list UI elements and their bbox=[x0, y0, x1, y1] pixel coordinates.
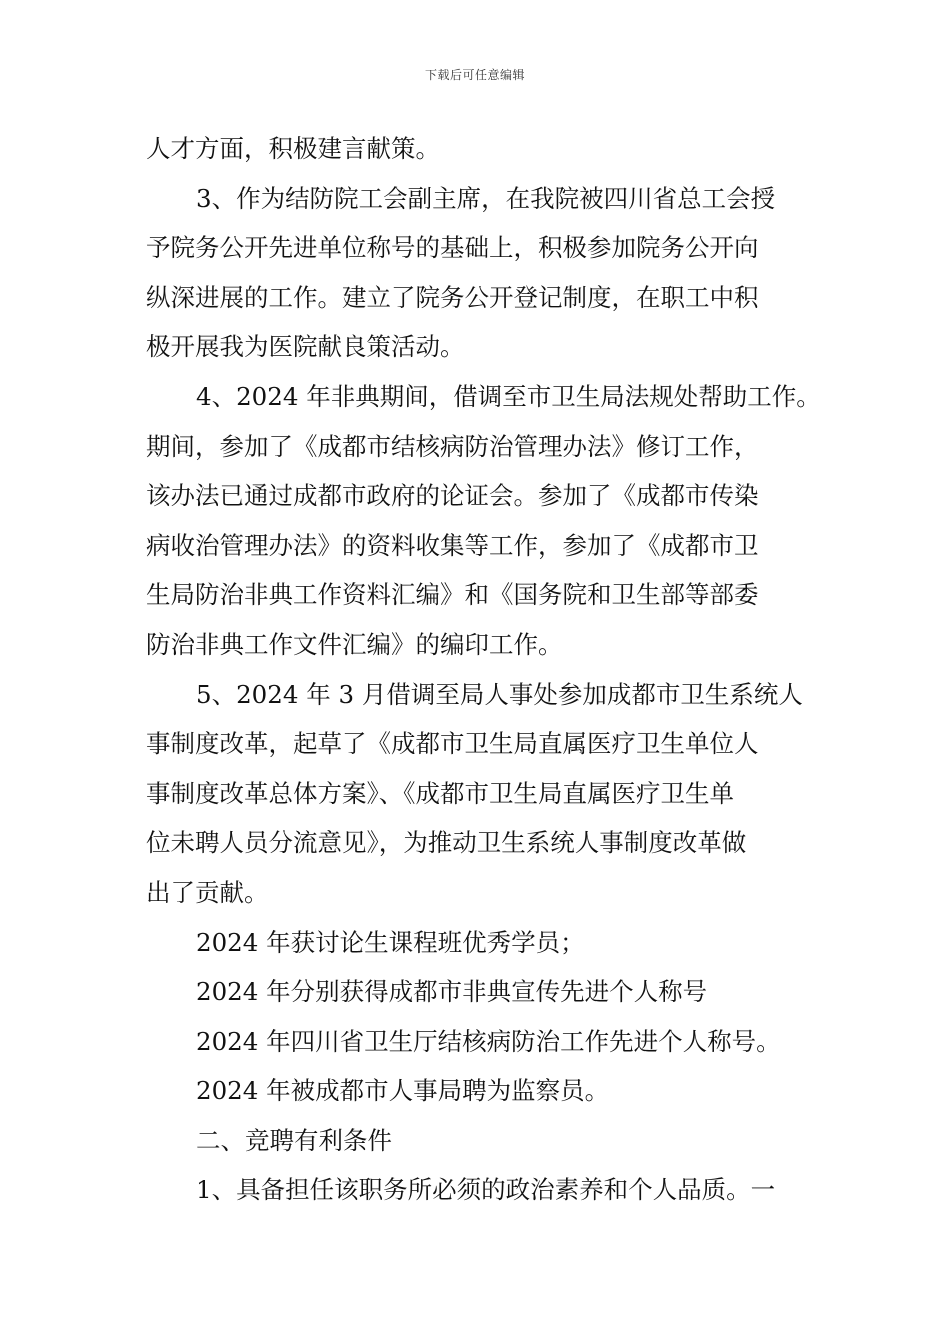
paragraph-line: 予院务公开先进单位称号的基础上，积极参加院务公开向 bbox=[146, 233, 759, 263]
section-heading: 二、竞聘有利条件 bbox=[196, 1125, 392, 1155]
paragraph-line: 4、2024 年非典期间，借调至市卫生局法规处帮助工作。 bbox=[196, 381, 821, 411]
award-line: 2024 年分别获得成都市非典宣传先进个人称号 bbox=[196, 977, 708, 1007]
paragraph-line: 事制度改革总体方案》、《成都市卫生局直属医疗卫生单 bbox=[146, 778, 734, 808]
document-body bbox=[146, 124, 821, 1215]
paragraph-line: 纵深进展的工作。建立了院务公开登记制度，在职工中积 bbox=[146, 282, 759, 312]
paragraph-line: 人才方面，积极建言献策。 bbox=[146, 134, 440, 163]
paragraph-line: 病收治管理办法》的资料收集等工作，参加了《成都市卫 bbox=[146, 530, 759, 560]
paragraph-line: 生局防治非典工作资料汇编》和《国务院和卫生部等部委 bbox=[146, 580, 759, 610]
paragraph-line: 防治非典工作文件汇编》的编印工作。 bbox=[146, 629, 563, 659]
paragraph-line: 3、作为结防院工会副主席，在我院被四川省总工会授 bbox=[196, 183, 776, 213]
award-line: 2024 年四川省卫生厅结核病防治工作先进个人称号。 bbox=[196, 1026, 781, 1056]
paragraph-line: 位未聘人员分流意见》，为推动卫生系统人事制度改革做 bbox=[146, 828, 747, 858]
paragraph-line: 5、2024 年 3 月借调至局人事处参加成都市卫生系统人 bbox=[196, 679, 803, 709]
paragraph-line: 极开展我为医院献良策活动。 bbox=[146, 332, 465, 362]
page-header: 下载后可任意编辑 bbox=[424, 68, 525, 82]
paragraph-line: 事制度改革，起草了《成都市卫生局直属医疗卫生单位人 bbox=[146, 729, 759, 759]
paragraph-line: 1、具备担任该职务所必须的政治素养和个人品质。一 bbox=[196, 1175, 776, 1205]
award-line: 2024 年获讨论生课程班优秀学员； bbox=[196, 927, 585, 957]
paragraph-line: 期间，参加了《成都市结核病防治管理办法》修订工作， bbox=[146, 431, 759, 461]
award-line: 2024 年被成都市人事局聘为监察员。 bbox=[196, 1076, 610, 1106]
paragraph-line: 出了贡献。 bbox=[146, 877, 269, 907]
paragraph-line: 该办法已通过成都市政府的论证会。参加了《成都市传染 bbox=[146, 481, 759, 511]
